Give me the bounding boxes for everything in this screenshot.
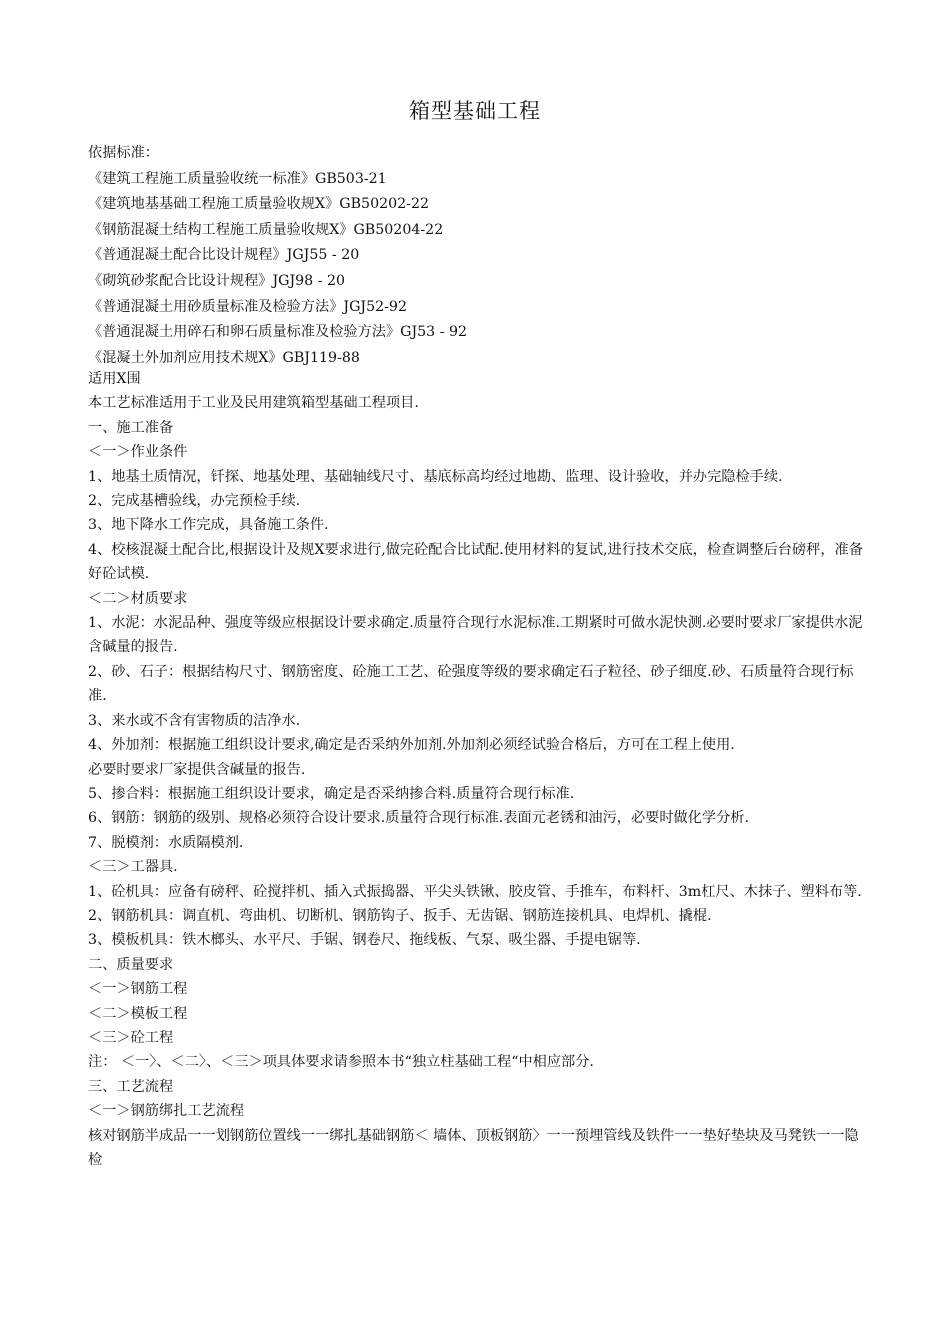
section-heading: 二、质量要求 xyxy=(88,956,174,973)
paragraph: 核对钢筋半成品一一划钢筋位置线一一绑扎基础钢筋＜ 墙体、顶板钢筋〉一一预埋管线及铁件一一垫好垫块及马凳铁一一隐检 xyxy=(88,1127,859,1168)
standard-item: 《普通混凝土用碎石和卵石质量标准及检验方法》GJ53 - 92 xyxy=(88,324,468,341)
subsection-heading: ＜三＞工器具. xyxy=(88,859,178,876)
standard-item: 《砌筑砂浆配合比设计规程》JGJ98 - 20 xyxy=(88,272,346,289)
standards-heading: 依据标准： xyxy=(88,145,159,161)
standard-item: 《普通混凝土配合比设计规程》JGJ55 - 20 xyxy=(88,247,360,264)
paragraph: 4、校核混凝土配合比,根据设计及规X要求进行,做完砼配合比试配.使用材料的复试,进行技术交底，检查调整后台磅秤，准备好砼试模. xyxy=(88,541,863,583)
section-heading: 适用X围 xyxy=(88,371,141,387)
paragraph: 1、地基土质情况，钎探、地基处理、基础轴线尺寸、基底标高均经过地勘、监理、设计验收，并办完隐检手续. xyxy=(88,468,783,485)
standard-item: 《建筑地基基础工程施工质量验收规X》GB50202-22 xyxy=(88,196,430,213)
paragraph: 6、钢筋：钢筋的级别、规格必须符合设计要求.质量符合现行标准.表面元老锈和油污，必要时做化学分析. xyxy=(88,810,749,827)
standard-item: 《钢筋混凝土结构工程施工质量验收规X》GB50204-22 xyxy=(88,221,444,238)
section-heading: 一、施工准备 xyxy=(88,419,174,436)
paragraph: 7、脱模剂：水质隔模剂. xyxy=(88,834,244,851)
subsection-heading: ＜二＞材质要求 xyxy=(88,590,188,607)
standards-section xyxy=(88,141,868,371)
subsection-heading: ＜一＞钢筋工程 xyxy=(88,981,188,998)
paragraph: 2、砂、石子：根据结构尺寸、钢筋密度、砼施工工艺、砼强度等级的要求确定石子粒径、砂子细度.砂、石质量符合现行标准. xyxy=(88,663,854,705)
standard-item: 《普通混凝土用砂质量标准及检验方法》JGJ52-92 xyxy=(88,298,407,315)
paragraph: 2、完成基槽验线，办完预检手续. xyxy=(88,493,301,510)
note: 注： ＜一〉、＜二〉、＜三＞项具体要求请参照本书“独立柱基础工程“中相应部分. xyxy=(88,1054,594,1071)
subsection-heading: ＜二＞模板工程 xyxy=(88,1005,188,1022)
paragraph: 1、砼机具：应备有磅秤、砼搅拌机、插入式振捣器、平尖头铁锹、胶皮管、手推车，布料杆、3m杠尺、木抹子、塑料布等. xyxy=(88,883,862,900)
subsection-heading: ＜一＞钢筋绑扎工艺流程 xyxy=(88,1103,245,1120)
standard-item: 《建筑工程施工质量验收统一标准》GB503-21 xyxy=(88,170,387,187)
paragraph: 本工艺标准适用于工业及民用建筑箱型基础工程项目. xyxy=(88,395,419,412)
paragraph: 5、掺合料：根据施工组织设计要求，确定是否采纳掺合料.质量符合现行标准. xyxy=(88,785,575,802)
paragraph: 3、来水或不含有害物质的洁净水. xyxy=(88,712,301,729)
paragraph: 必要时要求厂家提供含碱量的报告. xyxy=(88,761,306,778)
paragraph: 3、模板机具：铁木榔头、水平尺、手锯、钢卷尺、拖线板、气泵、吸尘器、手提电锯等. xyxy=(88,932,641,949)
section-heading: 三、工艺流程 xyxy=(88,1078,174,1095)
paragraph: 4、外加剂：根据施工组织设计要求,确定是否采纳外加剂.外加剂必须经试验合格后，方可在工程上使用. xyxy=(88,737,735,754)
paragraph: 1、水泥：水泥品种、强度等级应根据设计要求确定.质量符合现行水泥标准.工期紧时可做水泥快测.必要时要求厂家提供水泥含碱量的报告. xyxy=(88,615,863,656)
standard-item: 《混凝土外加剂应用技术规X》GBJ119-88 xyxy=(88,349,360,366)
subsection-heading: ＜一＞作业条件 xyxy=(88,444,188,461)
paragraph: 2、钢筋机具：调直机、弯曲机、切断机、钢筋钩子、扳手、无齿锯、钢筋连接机具、电焊机、撬棍. xyxy=(88,907,712,924)
document-body xyxy=(88,367,868,1172)
document-title: 箱型基础工程 xyxy=(409,99,541,123)
paragraph: 3、地下降水工作完成，具备施工条件. xyxy=(88,517,329,534)
subsection-heading: ＜三＞砼工程 xyxy=(88,1029,174,1046)
